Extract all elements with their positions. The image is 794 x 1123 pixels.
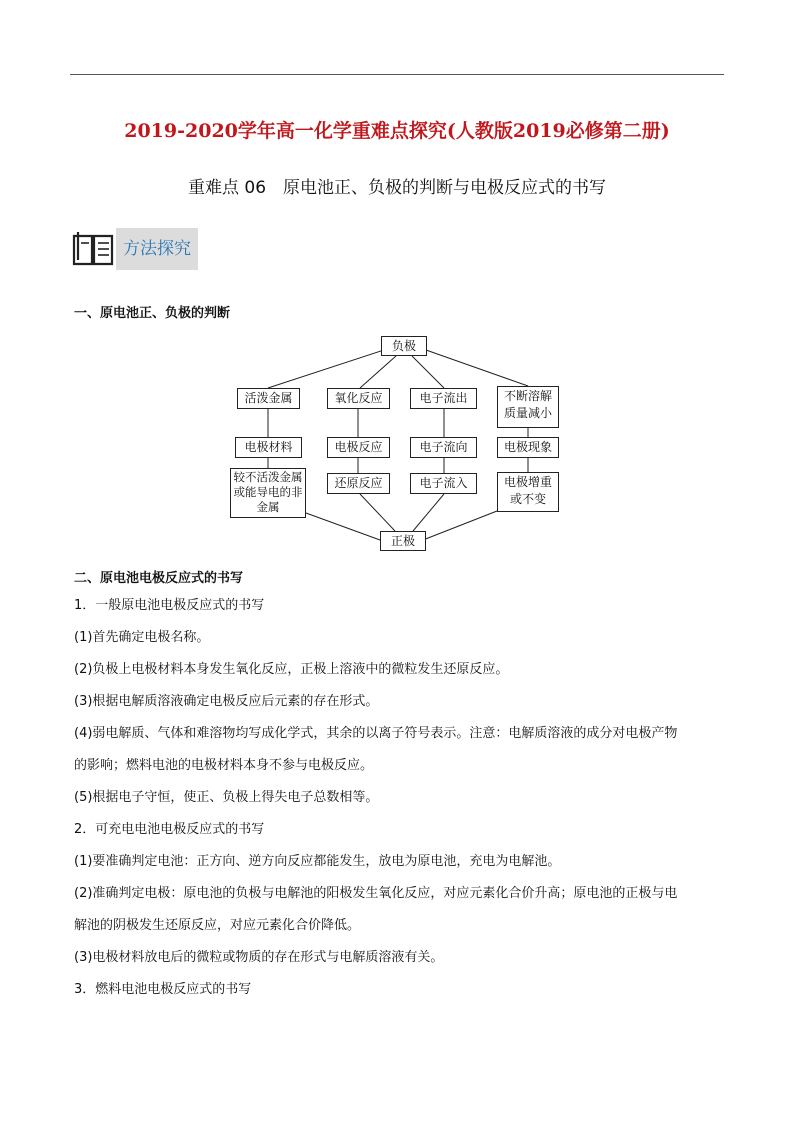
book-icon xyxy=(70,228,118,268)
section-heading-1: 一、原电池正、负极的判断 xyxy=(74,306,231,321)
diagram-positive-node: 正极 xyxy=(380,531,426,551)
diagram-node-less-active: 较不活泼金属或能导电的非金属 xyxy=(230,468,306,518)
list-item: (2)准确判定电极：原电池的负极与电解池的阳极发生氧化反应，对应元素化合价升高；原电池的正极与电 xyxy=(74,886,678,901)
list-item: (1)首先确定电极名称。 xyxy=(74,630,210,645)
diagram-node-active-metal: 活泼金属 xyxy=(237,388,300,409)
document-subtitle: 重难点 06 原电池正、负极的判断与电极反应式的书写 xyxy=(187,178,607,198)
section-heading-2: 二、原电池电极反应式的书写 xyxy=(74,571,244,586)
diagram-node-electron-flow: 电子流向 xyxy=(410,437,477,458)
diagram-node-reduction: 还原反应 xyxy=(327,473,390,494)
list-item: 的影响；燃料电池的电极材料本身不参与电极反应。 xyxy=(74,758,374,773)
list-item: (1)要准确判定电池：正方向、逆方向反应都能发生，放电为原电池，充电为电解池。 xyxy=(74,854,561,869)
subsection-title-2: 2．可充电电池电极反应式的书写 xyxy=(74,822,265,837)
list-item: (5)根据电子守恒，使正、负极上得失电子总数相等。 xyxy=(74,790,379,805)
diagram-negative-node: 负极 xyxy=(381,336,427,356)
diagram-node-oxidation: 氧化反应 xyxy=(327,388,390,409)
method-banner xyxy=(70,224,200,272)
list-item: (2)负极上电极材料本身发生氧化反应，正极上溶液中的微粒发生还原反应。 xyxy=(74,662,509,677)
list-item: 解池的阴极发生还原反应，对应元素化合价降低。 xyxy=(74,918,361,933)
diagram-node-electrode-material: 电极材料 xyxy=(235,437,302,458)
list-item: (4)弱电解质、气体和难溶物均写成化学式，其余的以离子符号表示。注意：电解质溶液的成分对电极产物 xyxy=(74,726,678,741)
diagram-node-electrode-phenomenon: 电极现象 xyxy=(497,437,559,458)
method-banner-label: 方法探究 xyxy=(116,228,198,270)
diagram-node-electron-in: 电子流入 xyxy=(410,473,477,494)
header-rule xyxy=(70,74,724,75)
subsection-title-1: 1．一般原电池电极反应式的书写 xyxy=(74,598,265,613)
list-item: (3)电极材料放电后的微粒或物质的存在形式与电解质溶液有关。 xyxy=(74,950,444,965)
subsection-title-3: 3．燃料电池电极反应式的书写 xyxy=(74,982,252,997)
diagram-node-dissolve: 不断溶解质量减小 xyxy=(497,386,559,428)
diagram-node-electron-out: 电子流出 xyxy=(410,388,477,409)
diagram-node-gain-weight: 电极增重或不变 xyxy=(497,472,559,512)
list-item: (3)根据电解质溶液确定电极反应后元素的存在形式。 xyxy=(74,694,379,709)
document-title: 2019-2020学年高一化学重难点探究(人教版2019必修第二册) xyxy=(124,120,670,142)
diagram-node-electrode-reaction: 电极反应 xyxy=(327,437,390,458)
